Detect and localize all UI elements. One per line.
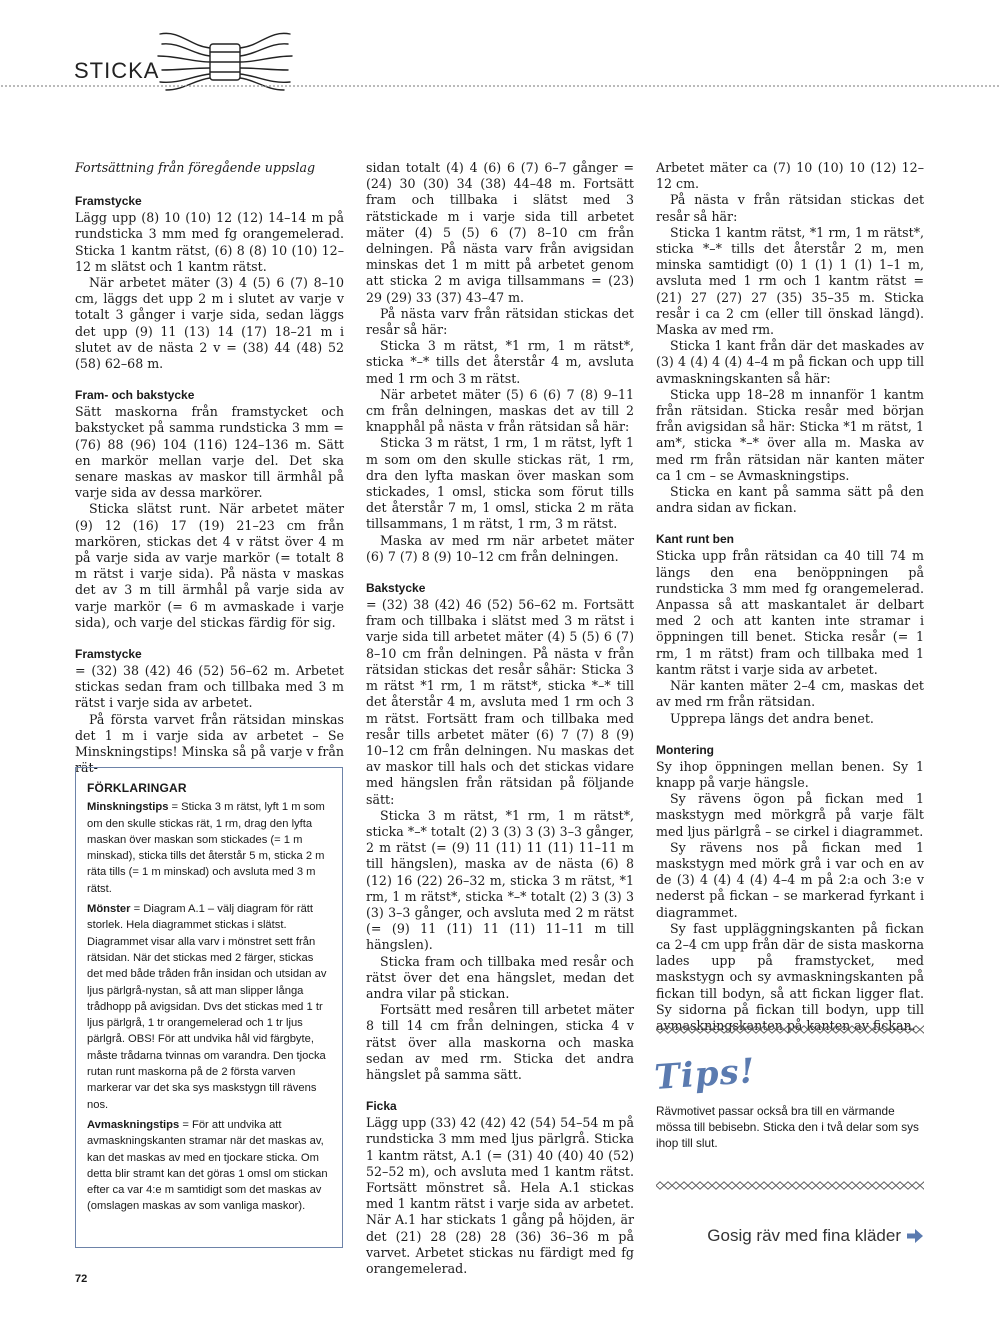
box-title: FÖRKLARINGAR — [87, 781, 187, 795]
box-entry-monster — [87, 901, 331, 1113]
paragraph: Sy ihop öppningen mellan benen. Sy 1 knapp på varje hängsle. — [656, 758, 924, 790]
box-entry-avmaskningstips — [87, 1117, 331, 1215]
continue-link[interactable] — [707, 1226, 923, 1246]
paragraph: Sätt maskorna från framstycket och bakstycket på samma rundsticka 3 mm = (76) 88 (96) 104 (116) 124–136 m. Sätt en markör mellan varje del. Det ska senare maskas av maskor till ärmhål på varje sida av dessa markörer. — [75, 404, 344, 501]
term-text: = Diagram A.1 – välj diagram för rätt storlek. Hela diagrammet stickas i slätst. Diagrammet visar alla varv i mönstret sett från rätsidan. När det stickas med 2 färger, stickas det med både tråden från insidan och utsidan av ljus pärlgrå-nystan, så att man slipper långa trådhopp på avigsidan. Dvs det stickas med 1 tr ljus pärlgrå, 1 tr orangemelerad och 1 tr ljus pärlgrå. OBS! För att undvika hål vid färgbyte, måste trådarna tvinnas om varandra. Den tjocka rutan runt maskorna på de 2 första varven markerar var det ska sys maskstygn till rävens nos. — [87, 903, 327, 1111]
paragraph: När arbetet mäter (5) 6 (6) 7 (8) 9–11 cm från delningen, maskas det av till 2 knapphål på nästa v från rätsidan så här: — [366, 386, 634, 435]
paragraph: Sticka 1 kant från där det maskades av (3) 4 (4) 4 (4) 4–4 m på fickan och upp till avmaskningskanten så här: — [656, 338, 924, 386]
paragraph: Sticka upp 18–28 m innanför 1 kantm från rätsidan. Sticka resår med början från avigsidan så här: Sticka *1 m rätst, 1 am*, sticka *–* över alla m. Maska av med rm från rätsidan när kanten mäter ca 1 cm – se Avmaskningstips. — [656, 386, 924, 483]
explanations-box — [75, 767, 343, 1248]
heading-montering: Montering — [656, 742, 714, 757]
header-dotted-rule — [0, 84, 999, 88]
heading-ficka: Ficka — [366, 1099, 397, 1114]
paragraph: Upprepa längs det andra benet. — [670, 710, 874, 726]
heading-kant-runt-ben: Kant runt ben — [656, 532, 734, 547]
paragraph: Fortsätt med resåren till arbetet mäter 8 till 14 cm från delningen, sticka 4 v rätst över alla maskorna och maska sedan av med rm. Sticka det andra hängslet på samma sätt. — [366, 1002, 634, 1082]
term-label: Avmaskningstips — [87, 1118, 180, 1131]
paragraph: Sticka 3 m rätst, *1 rm, 1 m rätst*, sticka *–* tills det återstår 4 m, avsluta med 1 rm och 3 m rätst. — [366, 338, 634, 386]
heading-framstycke: Framstycke — [75, 194, 142, 209]
paragraph: På första varvet från rätsidan minskas det 1 m i varje sida av arbetet – Se Minskningstips! Minska så på varje v från rät- — [75, 711, 344, 776]
paragraph: Sticka slätst runt. När arbetet mäter (9) 12 (16) 17 (19) 21–23 cm från markören, stickas det 4 v rätst över 4 m på varje sida av varje markör (= totalt 8 m rätst i varje sida). På nästa v maskas det av 3 m till ärmhål på varje sida av varje markör (= 6 m avmaskade i varje sida), och varje del stickas färdig för sig. — [75, 501, 344, 630]
paragraph: Sticka en kant på samma sätt på den andra sidan av fickan. — [656, 484, 924, 516]
paragraph: Lägg upp (33) 42 (42) 42 (54) 54–54 m på rundsticka 3 mm med ljus pärlgrå. Sticka 1 kantm rätst, A.1 (= (31) 40 (40) 40 (52) 52–52 m), och avsluta med 1 kantm rätst. Fortsätt mönstret så. Hela A.1 stickas med 1 kantm rätst i varje sida av arbetet. När A.1 har stickats 1 gång på höjden, är det (21) 28 (28) 28 (36) 36–36 m på varvet. Arbetet stickas nu färdigt med fg orangemelerad. — [366, 1115, 634, 1276]
term-text: = För att undvika att avmaskningskanten stramar när det maskas av, kan det maskas av med en tjockare sticka. Om detta blir stramt kan det göras 1 omsl om stickan efter ca var 4:e m samtidigt som det maskas av (omslagen maskas av som vanliga maskor). — [87, 1118, 328, 1213]
diamond-divider-top — [656, 1025, 924, 1034]
paragraph: Sy rävens ögon på fickan med 1 maskstygn med mörkgrå på varje fält med ljus pärlgrå – se cirkel i diagrammet. — [656, 791, 924, 839]
continue-text: Gosig räv med fina kläder — [707, 1226, 901, 1245]
paragraph: När kanten mäter 2–4 cm, maskas det av med rm från rätsidan. — [656, 678, 924, 710]
tips-heading: Tips! — [653, 1051, 757, 1098]
paragraph: = (32) 38 (42) 46 (52) 56–62 m. Fortsätt fram och tillbaka i slätst med 3 m rätst i varje sida till arbetet mäter (4) 5 (5) 6 (7) 8–10 cm från delningen. På nästa v från rätsidan stickas det resår såhär: Sticka 3 m rätst *1 rm, 1 m rätst*, sticka *–* till det återstår 4 m, avsluta med 1 rm och 3 m rätst. Fortsätt fram och tillbaka med resår tills arbetet mäter (6) 7 (7) 8 (9) 10–12 cm från delningen. Nu maskas det av maskor till hals och det stickas vidare med hängslen från rätsidan på följande sätt: — [366, 597, 634, 807]
column-1 — [75, 160, 344, 777]
column-2 — [366, 160, 634, 1277]
paragraph: Sticka upp från rätsidan ca 40 till 74 m längs den ena benöppningen på rundsticka 3 mm med fg orangemelerad. Anpassa så att maskantalet är delbart med 2 och att kanten inte stramar i öppningen till benet. Sticka resår (= 1 rm, 1 m rätst) fram och tillbaka med 1 kantm rätst i varje sida av arbetet. — [656, 548, 924, 677]
heading-framstycke-2: Framstycke — [75, 647, 142, 662]
page-number: 72 — [75, 1273, 88, 1285]
tips-text: Rävmotivet passar också bra till en värmande mössa till bebisebn. Sticka den i två delar som sys ihop till slut. — [656, 1104, 919, 1151]
paragraph: = (32) 38 (42) 46 (52) 56–62 m. Arbetet stickas sedan fram och tillbaka med 3 m rätst i varje sida av arbetet. — [75, 663, 344, 711]
paragraph: Maska av med rm när arbetet mäter (6) 7 (7) 8 (9) 10–12 cm från delningen. — [366, 532, 634, 564]
paragraph: sidan totalt (4) 4 (6) 6 (7) 6–7 gånger = (24) 30 (30) 34 (38) 44–48 m. Fortsätt fram och tillbaka i slätst med 3 rätstickade m i varje sida till arbetet mäter (4) 5 (5) 6 (7) 8–10 cm från delningen. På nästa varv från avigsidan minskas det 1 m mitt på arbetet genom att sticka 2 m aviga tillsammans = (23) 29 (29) 33 (37) 43–47 m. — [366, 160, 634, 305]
paragraph: Lägg upp (8) 10 (10) 12 (12) 14–14 m på rundsticka 3 mm med fg orangemelerad. Sticka 1 kantm rätst, (6) 8 (8) 10 (10) 12–12 m slätst och 1 kantm rätst. — [75, 210, 344, 274]
paragraph: På nästa v från rätsidan stickas det resår så här: — [656, 192, 924, 224]
paragraph: Sy fast uppläggningskanten på fickan ca 2–4 cm upp från där de sista maskorna lades upp på framstycket, med maskstygn och sy avmaskningskanten på fickan till bodyn, så att fickan ligger flat. Sy sidorna på fickan till bodyn, upp till — [656, 920, 924, 1017]
term-label: Mönster — [87, 903, 131, 916]
column-3 — [656, 160, 924, 1034]
paragraph: Sticka 3 m rätst, *1 rm, 1 m rätst*, sticka *–* totalt (2) 3 (3) 3 (3) 3–3 gånger, 2 m rätst (= (9) 11 (11) 11 (11) 11–11 m till hängslen), maska av de nästa (6) 8 (12) 16 (22) 26–32 m, sticka 3 m rätst, *1 rm, 1 m rätst*, sticka *–* totalt (2) 3 (3) 3 (3) 3–3 gånger, och avsluta med 2 m rätst (= (9) 11 (11) 11 (11) 11–11 m till hängslen). — [366, 807, 634, 953]
intro-note: Fortsättning från föregående uppslag — [75, 160, 316, 175]
paragraph: På nästa varv från rätsidan stickas det resår så här: — [366, 305, 634, 338]
term-text: = Sticka 3 m rätst, lyft 1 m som om den skulle stickas rät, 1 rm, drag den lyfta maskan över maskan som stickades (= 1 m minskad), sticka tills det återstår 5 m, sticka 2 m räta tills (= 1 m minskad) och avsluta med 3 m rätst. — [87, 801, 325, 895]
box-entry-minskningstips — [87, 799, 331, 897]
arrow-right-icon — [907, 1229, 923, 1243]
paragraph: Sticka fram och tillbaka med resår och rätst över det ena hängslet, medan det andra vilar på stickan. — [366, 953, 634, 1001]
paragraph: När arbetet mäter (3) 4 (5) 6 (7) 8–10 cm, läggs det upp 2 m i slutet av varje v totalt 3 gånger i varje sida, sedan läggs det upp (9) 11 (13) 14 (17) 18–21 m i slutet av de nästa 2 v = (38) 44 (48) 52 (58) 62–68 m. — [75, 275, 344, 372]
term-label: Minskningstips — [87, 801, 169, 814]
paragraph: Sy rävens nos på fickan med 1 maskstygn med mörk grå i var och en av de (3) 4 (4) 4 (4) 4–4 m på 2:a och 3:e v nederst på fickan – se markerad fyrkant i diagrammet. — [656, 839, 924, 920]
paragraph: Sticka 1 kantm rätst, *1 rm, 1 m rätst*, sticka *–* tills det återstår 2 m, men minska samtidigt (0) 1 (1) 1 (1) 1–1 m, avsluta med 1 rm och 1 kantm rätst = (21) 27 (27) 27 (35) 35–35 m. Sticka resår i ca 2 cm (eller till önskad längd). Maska av med rm. — [656, 224, 924, 338]
diamond-divider-bottom — [656, 1181, 924, 1190]
paragraph: Arbetet mäter ca (7) 10 (10) 10 (12) 12–12 cm. — [656, 160, 924, 192]
heading-fram-och-bakstycke: Fram- och bakstycke — [75, 388, 195, 403]
section-title: STICKA — [74, 58, 160, 83]
heading-bakstycke: Bakstycke — [366, 581, 426, 596]
paragraph: Sticka 3 m rätst, 1 rm, 1 m rätst, lyft 1 m som om den skulle stickas rät, 1 rm, dra den lyfta maskan över maskan som stickades, 1 omsl, sticka som förut tills det återstår 7 m, 1 omsl, sticka 2 m räta tillsammans, 1 m rätst, 1 rm, 3 m rätst. — [366, 435, 634, 532]
